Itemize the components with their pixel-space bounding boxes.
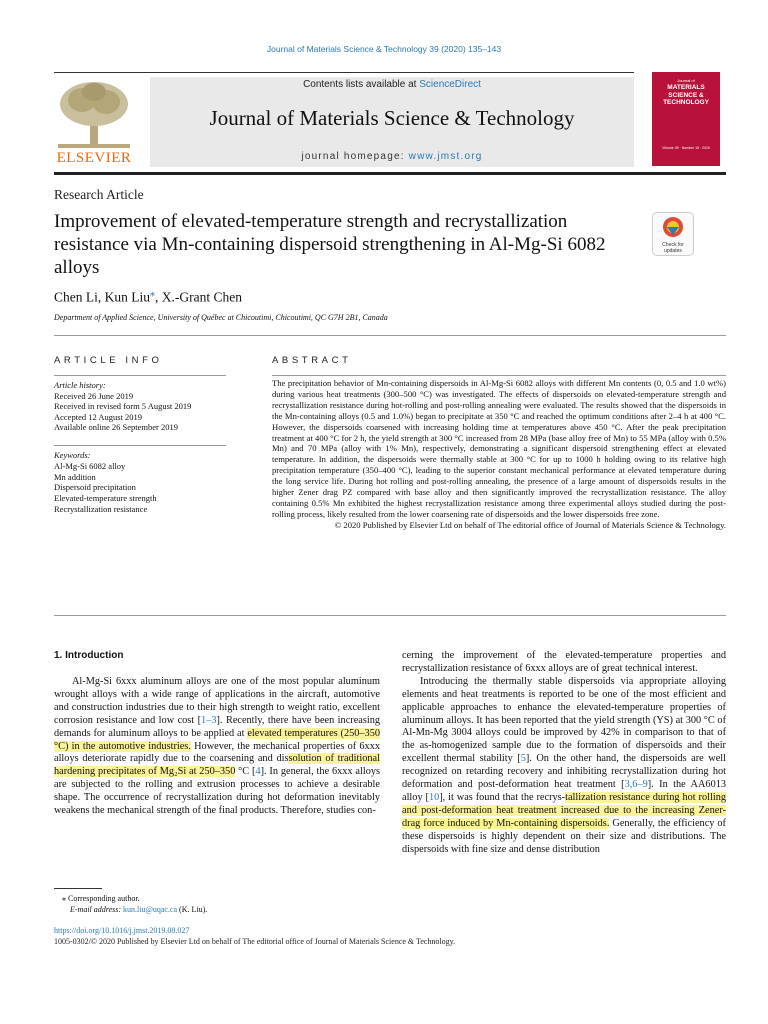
text-run: ]. In the AA6013 alloy [ bbox=[402, 779, 727, 803]
reference-link[interactable]: 1–3 bbox=[201, 714, 217, 726]
highlight[interactable]: elevated temperatures (250–350 °C) in the automotive industries. bbox=[54, 727, 380, 752]
reference-link[interactable]: 10 bbox=[428, 791, 440, 803]
history-label: Article history: bbox=[54, 380, 106, 390]
text-run: °C [ bbox=[235, 766, 256, 778]
journal-cover[interactable] bbox=[652, 72, 720, 166]
article-history bbox=[54, 380, 226, 433]
text-run: Introducing the thermally stable dispersoids via appropriate alloying elements and heat treatments is reported to be one of the most efficient and applicable approaches to enhance the elevated-temperature properties of aluminum alloys. It has been reported that the yield strength (YS) at 300 °C of Al-Mn-Mg 3004 alloys could be improved by 42% in comparison to that of the as-homogenized sample due to the formation of dispersoids and their excellent thermal stability [ bbox=[402, 675, 726, 765]
corresponding-author-marker[interactable]: ⁎ bbox=[150, 288, 155, 299]
footnote-rule bbox=[54, 888, 102, 889]
history-item: Received 26 June 2019 bbox=[54, 390, 134, 401]
abstract-text: The precipitation behavior of Mn-containing dispersoids in Al-Mg-Si 6082 alloys with different Mn contents (0, 0.5 and 1.0 wt%) during various heat treatments (300–500 °C) was investigated. The effects of dispersoids on elevated-temperature strength and recrystallization resistance during hot-rolling and post-rolling annealing were evaluated. The results showed that the dispersoids in the Mn-containing alloys (0.5 and 1.0%) began to precipitate at 350 °C and reached the optimum conditions after 2–4 h at 400 °C. However, the dispersoids coarsened with increasing holding time at temperatures above 450 °C. After the peak precipitation treatment at 400 °C for 2 h, the yield strength at 300 °C increased from 28 MPa (base alloy free of Mn) to 55 MPa (alloy with 0.5% Mn) and 70 MPa (alloy with 1% Mn), respectively, demonstrating a significant dispersoid strengthening effect at elevated temperature. In addition, the dispersoids were thermally stable at 300 °C for up to 1000 h holding owing to its relative high precipitation temperature (350–400 °C), leading to the superior constant mechanical performance at elevated temperature during the long service life. During hot rolling and post-rolling annealing, the presence of a large amount of dispersoids results in the higher Zener drag PZ compared with base alloy and then significantly improved the recrystallization resistance. The alloy containing 0.5% Mn exhibited the highest recrystallization resistance among three experimental alloys studied during the post-rolling process, likely resulted from the lower coarsening rate of dispersoids and the lower dispersoids free zone. bbox=[272, 378, 726, 519]
reference-link[interactable]: 3,6–9 bbox=[624, 779, 648, 791]
contents-line bbox=[150, 79, 634, 90]
text-run: ]. Recently, there have been increasing demands for aluminum alloys to be applied at bbox=[54, 714, 380, 739]
cover-title: MATERIALS SCIENCE & TECHNOLOGY bbox=[663, 84, 709, 106]
keyword-item: Mn addition bbox=[54, 471, 96, 482]
abstract-heading: ABSTRACT bbox=[272, 355, 352, 366]
highlight[interactable]: solution of traditional hardening precipitates of Mg₂Si at 250–350 bbox=[54, 753, 380, 778]
history-item: Accepted 12 August 2019 bbox=[54, 411, 143, 422]
doi-link[interactable]: https://doi.org/10.1016/j.jmst.2019.08.027 bbox=[54, 926, 190, 935]
abstract-body bbox=[272, 378, 726, 531]
journal-homepage bbox=[150, 151, 634, 162]
keyword-item: Al-Mg-Si 6082 alloy bbox=[54, 460, 126, 471]
keywords-rule bbox=[54, 445, 226, 446]
abstract-bottom-rule bbox=[54, 615, 726, 616]
cover-journal-of: Journal of bbox=[677, 78, 695, 83]
info-rule bbox=[54, 375, 226, 376]
text-run: Al-Mg-Si 6xxx aluminum alloys are one of the most popular aluminum wrought alloys with a wide range of applications in the aircraft, automotive and construction industries due to their high strength to weight ratio, excellent corrosion resistance and low cost [ bbox=[54, 676, 380, 726]
journal-reference[interactable]: Journal of Materials Science & Technology 39 (2020) 135–143 bbox=[266, 44, 502, 54]
body-column-right bbox=[402, 650, 726, 857]
title-rule bbox=[54, 335, 726, 336]
article-type: Research Article bbox=[54, 187, 144, 202]
text-run: However, the mechanical properties of 6xxx alloys deteriorate rapidly due to the coarsening and dis bbox=[54, 740, 380, 765]
homepage-prefix: journal homepage: bbox=[301, 151, 409, 162]
keywords-label: Keywords: bbox=[54, 450, 91, 460]
reference-link[interactable]: 5 bbox=[520, 753, 526, 765]
elsevier-wordmark: ELSEVIER bbox=[56, 150, 132, 166]
text-run: ]. On the other hand, the dispersoids are well recognized on retarding recovery and inhibiting recrystallization during hot deformation and post-deformation heat treatment [ bbox=[402, 753, 726, 791]
elsevier-tree-logo bbox=[54, 78, 134, 150]
highlight[interactable]: tallization resistance during hot rolling and post-deformation heat treatment increased due to the increasing Zener-drag force induced by Mn-containing dispersoids. bbox=[402, 791, 727, 829]
email-suffix: (K. Liu). bbox=[177, 905, 208, 914]
check-for-updates-badge[interactable] bbox=[652, 212, 694, 256]
check-for-updates-icon bbox=[653, 213, 693, 255]
issn-copyright: 1005-0302/© 2020 Published by Elsevier Ltd on behalf of The editorial office of Journal of Materials Science & Technology. bbox=[54, 937, 456, 946]
text-run: ], it was found that the recrys- bbox=[439, 791, 566, 803]
intro-paragraph-1-continued: cerning the improvement of the elevated-temperature properties and recrystallization resistance of 6xxx alloys are of great technical interest. bbox=[402, 650, 726, 674]
journal-title: Journal of Materials Science & Technology bbox=[209, 106, 575, 130]
keywords bbox=[54, 450, 226, 515]
header-thick-rule bbox=[54, 172, 726, 175]
corresponding-footnote bbox=[62, 893, 207, 915]
text-run: ]. In general, the 6xxx alloys are subjected to the rolling and extrusion processes to achieve a desirable shape. The occurrence of recrystallization during hot deformation inevitably weakens the mechanical strength of the final products. Therefore, studies con- bbox=[54, 766, 380, 817]
author-list bbox=[54, 288, 242, 306]
header-rule bbox=[54, 72, 634, 73]
history-item: Available online 26 September 2019 bbox=[54, 422, 179, 432]
email-label: E-mail address: bbox=[70, 905, 124, 914]
email-line bbox=[62, 904, 207, 915]
article-title: Improvement of elevated-temperature strength and recrystallization resistance via Mn-containing dispersoid strengthening in Al-Mg-Si 6082 alloys bbox=[54, 211, 606, 278]
authors-first: Chen Li, Kun Liu bbox=[54, 289, 150, 305]
keyword-item: Dispersoid precipitation bbox=[54, 482, 136, 493]
body-column-left bbox=[54, 676, 380, 818]
introduction-heading: 1. Introduction bbox=[54, 650, 124, 661]
sciencedirect-link[interactable]: ScienceDirect bbox=[419, 79, 481, 90]
email-link[interactable]: kun.liu@uqac.ca bbox=[123, 905, 178, 914]
intro-paragraph-2 bbox=[402, 676, 726, 857]
corresponding-author-note: ⁎ Corresponding author. bbox=[62, 894, 140, 903]
homepage-link[interactable]: www.jmst.org bbox=[408, 151, 483, 162]
article-info-heading: ARTICLE INFO bbox=[54, 355, 163, 366]
text-run: Generally, the efficiency of these dispersoids is highly dependent on their size and distributions. The dispersoids with fine size and dense distribution bbox=[402, 817, 726, 855]
contents-prefix: Contents lists available at bbox=[303, 79, 420, 90]
cover-footer: Volume 39 · Number 15 · 2020 bbox=[662, 146, 710, 150]
abstract-copyright: © 2020 Published by Elsevier Ltd on behalf of The editorial office of Journal of Materials Science & Technology. bbox=[334, 519, 726, 530]
svg-text:Check for: Check for bbox=[662, 242, 684, 248]
abstract-rule bbox=[272, 375, 726, 376]
authors-last: , X.-Grant Chen bbox=[155, 289, 242, 305]
keyword-item: Recrystallization resistance bbox=[54, 503, 148, 514]
svg-text:updates: updates bbox=[664, 248, 682, 254]
history-item: Received in revised form 5 August 2019 bbox=[54, 401, 192, 411]
keyword-item: Elevated-temperature strength bbox=[54, 493, 157, 504]
affiliation: Department of Applied Science, University of Québec at Chicoutimi, Chicoutimi, QC G7H 2B1, Canada bbox=[54, 313, 388, 322]
reference-link[interactable]: 4 bbox=[255, 766, 261, 778]
intro-paragraph-1 bbox=[54, 676, 380, 818]
